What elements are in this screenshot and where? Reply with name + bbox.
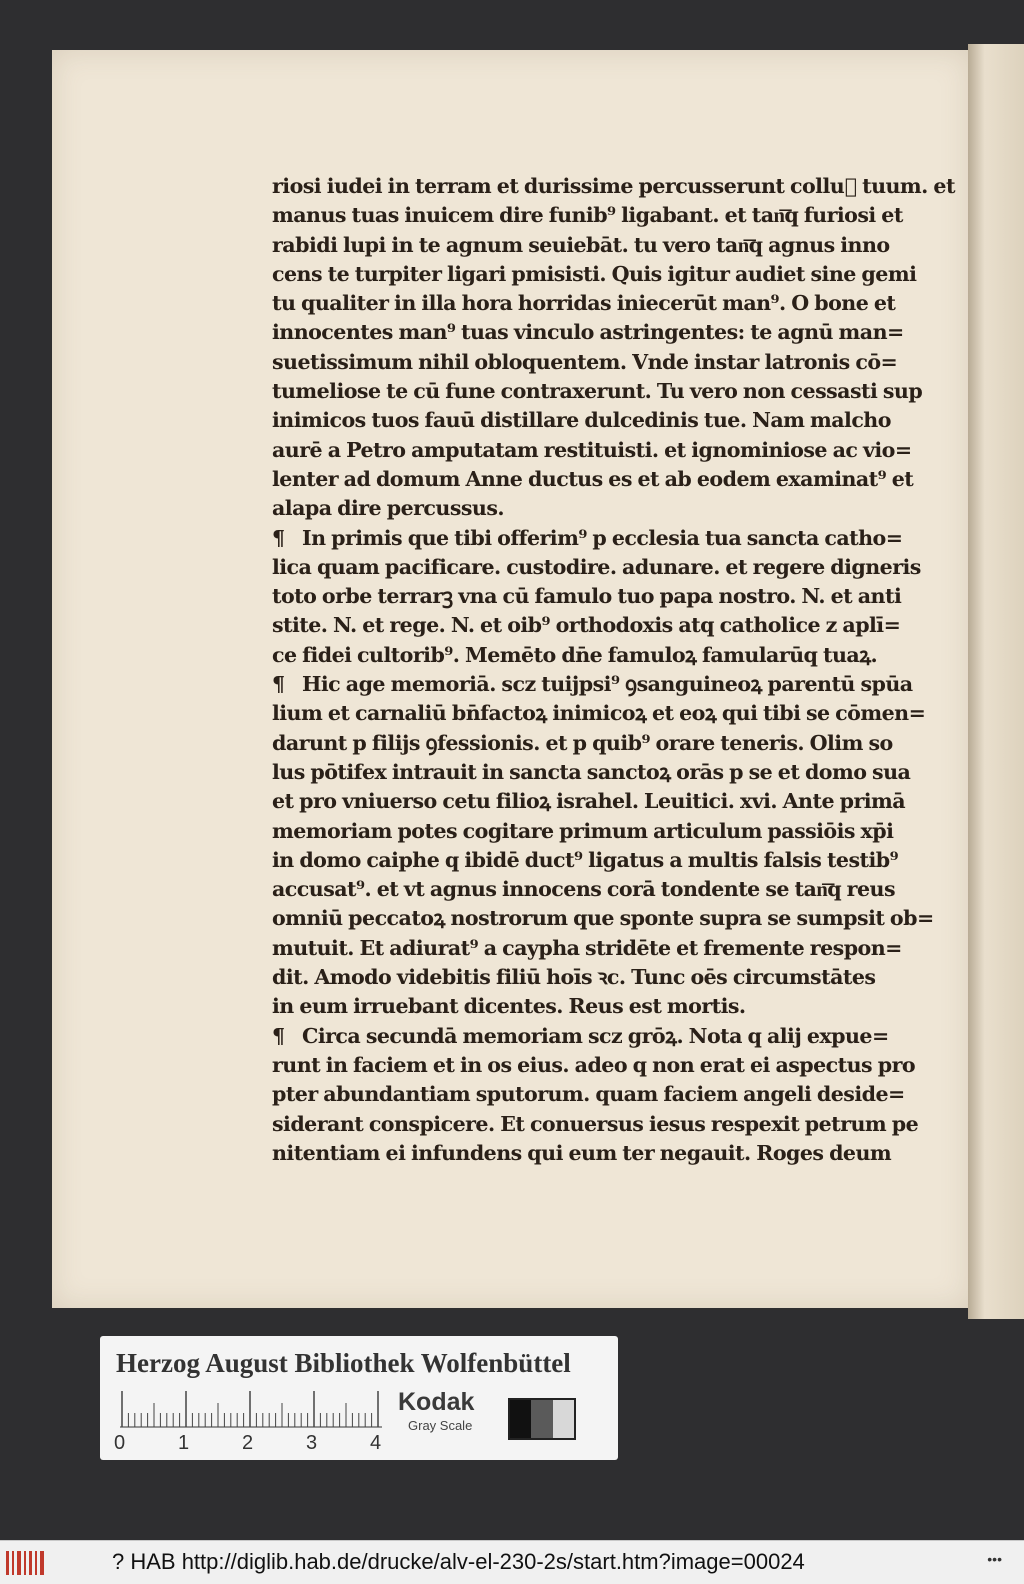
text-line	[272, 670, 913, 699]
text-line: rabidi lupi in te agnum seuiebāt. tu vero tan͞q agnus inno	[272, 232, 890, 257]
text-line	[272, 1139, 892, 1168]
text-line: suetissimum nihil obloquentem. Vnde instar latronis cō=	[272, 349, 898, 374]
text-line	[272, 1022, 889, 1051]
text-line-content: in domo caiphe q ibidē duct⁹ ligatus a multis falsis testib⁹	[272, 847, 899, 872]
scale-number: 3	[306, 1432, 318, 1454]
scale-number: 1	[178, 1432, 190, 1454]
text-line	[272, 992, 884, 1021]
barcode-icon	[4, 1549, 46, 1577]
more-menu-button[interactable]: •••	[987, 1551, 1002, 1567]
text-line-content: et pro vniuerso cetu filioꝝ israhel. Leuitici. xvi. Ante primā	[272, 789, 906, 814]
text-line	[272, 817, 894, 846]
text-line	[272, 729, 893, 758]
text-line-content: mutuit. Et adiurat⁹ a caypha stridēte et fremente respon=	[272, 935, 902, 960]
color-target-card	[100, 1336, 618, 1460]
gray-swatches	[508, 1398, 576, 1440]
text-line-content: siderant conspicere. Et conuersus iesus respexit petrum pe	[272, 1111, 919, 1136]
text-line-content: memoriam potes cogitare primum articulum passiōis xp̄i	[272, 818, 894, 843]
ruler-scale	[120, 1390, 382, 1428]
text-line: tu qualiter in illa hora horridas iniecerūt man⁹. O bone et	[272, 291, 896, 316]
text-line	[272, 963, 884, 992]
text-line: alapa dire percussus.	[272, 496, 505, 521]
text-line-content: lium et carnaliū bn̄factoꝝ inimicoꝝ et eoꝝ qui tibi se cōmen=	[272, 701, 926, 726]
text-line-content: runt in faciem et in os eius. adeo q non erat ei aspectus pro	[272, 1052, 916, 1077]
text-line: aurē a Petro amputatam restituisti. et ignominiose ac vio=	[272, 437, 912, 462]
page-text	[272, 172, 955, 1168]
text-line-content: toto orbe terrarꝫ vna cū famulo tuo papa nostro. N. et anti	[272, 584, 902, 609]
text-line	[272, 1051, 916, 1080]
text-line	[272, 641, 884, 670]
text-line	[272, 611, 901, 640]
text-line: innocentes man⁹ tuas vinculo astringentes: te agnū man=	[272, 320, 904, 345]
text-line: inimicos tuos fauū distillare dulcedinis tue. Nam malcho	[272, 408, 891, 433]
swatch-light-gray	[553, 1400, 574, 1438]
text-line	[272, 904, 934, 933]
text-line	[272, 699, 926, 728]
next-page-edge	[968, 44, 1024, 1319]
text-line: riosi iudei in terram et durissime percusserunt collu᷑ tuum. et	[272, 174, 955, 198]
text-line	[272, 846, 899, 875]
text-line-content: in eum irruebant dicentes. Reus est mortis.	[272, 994, 746, 1019]
text-line	[272, 1080, 905, 1109]
text-line-content: lus pōtifex intrauit in sancta sanctoꝝ orās p se et domo sua	[272, 759, 911, 784]
text-line-content: accusat⁹. et vt agnus innocens corā tondente se tan͞q reus	[272, 877, 896, 902]
text-line	[272, 582, 902, 611]
text-line-content: ce fidei cultorib⁹. Memēto dn̄e famuloꝝ famularūq tuaꝝ.	[272, 642, 878, 667]
text-line-content: darunt p filijs ꝯfessionis. et p quib⁹ orare teneris. Olim so	[272, 730, 893, 755]
scale-number: 0	[114, 1432, 126, 1454]
pilcrow-mark: ¶	[272, 525, 285, 550]
pilcrow-mark: ¶	[272, 672, 285, 697]
text-line-content: pter abundantiam sputorum. quam faciem angeli deside=	[272, 1082, 905, 1107]
gray-scale-label: Gray Scale	[408, 1418, 473, 1433]
page-url[interactable]: ? HAB http://diglib.hab.de/drucke/alv-el-230-2s/start.htm?image=00024	[112, 1549, 805, 1574]
pilcrow-mark: ¶	[272, 1023, 285, 1048]
swatch-dark-gray	[531, 1400, 552, 1438]
text-line	[272, 1110, 919, 1139]
swatch-black	[510, 1400, 531, 1438]
kodak-logo: Kodak	[398, 1388, 475, 1416]
text-line-content: Hic age memoriā. scz tuijpsi⁹ ꝯsanguineoꝝ parentū spūa	[302, 672, 913, 697]
text-line	[272, 934, 902, 963]
text-line-content: Circa secundā memoriam scz grōꝝ. Nota q alij expue=	[302, 1023, 889, 1048]
text-line: lenter ad domum Anne ductus es et ab eodem examinat⁹ et	[272, 466, 914, 491]
text-line	[272, 524, 903, 553]
text-line: tumeliose te cū fune contraxerunt. Tu vero non cessasti sup	[272, 379, 923, 404]
scale-number: 2	[242, 1432, 254, 1454]
text-line-content: stite. N. et rege. N. et oib⁹ orthodoxis atq catholice z aplī=	[272, 613, 901, 638]
text-line-content: In primis que tibi offerim⁹ p ecclesia tua sancta catho=	[302, 525, 903, 550]
text-line-content: omniū peccatoꝝ nostrorum que sponte supra se sumpsit ob=	[272, 906, 934, 931]
text-line-content: lica quam pacificare. custodire. adunare. et regere digneris	[272, 554, 921, 579]
text-line: cens te turpiter ligari pmisisti. Quis igitur audiet sine gemi	[272, 261, 917, 286]
library-name: Herzog August Bibliothek Wolfenbüttel	[116, 1348, 571, 1378]
status-bar	[0, 1540, 1024, 1584]
text-line	[272, 758, 911, 787]
scale-number: 4	[370, 1432, 382, 1454]
text-line-content: nitentiam ei infundens qui eum ter negauit. Roges deum	[272, 1140, 892, 1165]
text-line	[272, 553, 921, 582]
text-line	[272, 875, 896, 904]
text-line: manus tuas inuicem dire funib⁹ ligabant. et tan͞q furiosi et	[272, 203, 903, 228]
text-line-content: dit. Amodo videbitis filiū hoīs ꝛc. Tunc oēs circumstātes	[272, 965, 876, 990]
text-line	[272, 787, 906, 816]
